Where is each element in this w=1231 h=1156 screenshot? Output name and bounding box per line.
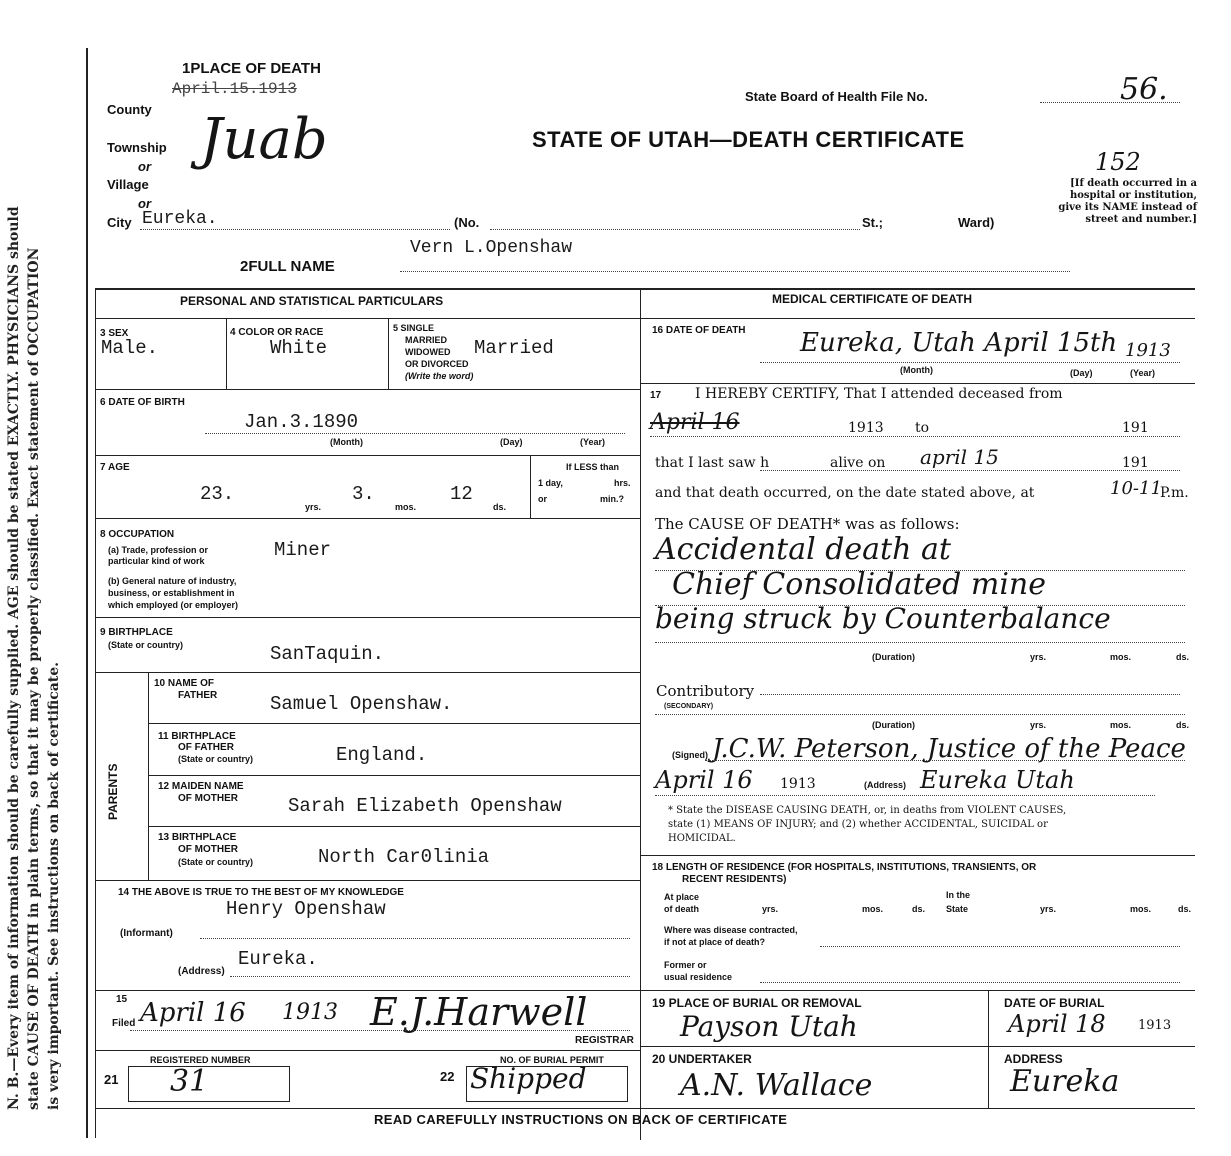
occupation-b-label-1: (b) General nature of industry, — [108, 576, 237, 586]
personal-section-title: PERSONAL AND STATISTICAL PARTICULARS — [180, 294, 444, 308]
cause-of-death-label: The CAUSE OF DEATH* was as follows: — [655, 515, 960, 533]
color-label: 4 COLOR OR RACE — [230, 327, 324, 338]
occupation-a-value: Miner — [274, 539, 332, 561]
dod-month-label: (Month) — [900, 365, 933, 375]
father-birthplace-label-1: 11 BIRTHPLACE — [158, 731, 236, 742]
footer-instructions: READ CAREFULLY INSTRUCTIONS ON BACK OF CERTIFICATE — [374, 1112, 788, 1127]
burial-permit-label: NO. OF BURIAL PERMIT — [500, 1055, 604, 1065]
street-label: St.; — [862, 215, 883, 230]
age-mos-label: mos. — [395, 502, 417, 512]
medical-section-title: MEDICAL CERTIFICATE OF DEATH — [772, 292, 972, 306]
full-name-value: Vern L.Openshaw — [410, 238, 573, 258]
marital-opt-4: OR DIVORCED — [405, 359, 469, 369]
father-label-1: 10 NAME OF — [154, 678, 215, 689]
contributory-duration-label: (Duration) — [872, 720, 915, 730]
informant-address-value: Eureka. — [238, 948, 318, 970]
dob-day-label: (Day) — [500, 437, 523, 447]
file-number-value: 56. — [1120, 72, 1168, 107]
sidebar-line-2: state CAUSE OF DEATH in plain terms, so that it may be properly classified. Exact statement of OCCUPATION — [26, 247, 42, 1110]
burial-place-label: 19 PLACE OF BURIAL OR REMOVAL — [652, 996, 862, 1010]
dob-label: 6 DATE OF BIRTH — [100, 397, 185, 408]
age-months-value: 3. — [352, 483, 375, 505]
undertaker-label: 20 UNDERTAKER — [652, 1052, 752, 1066]
marital-opt-1: 5 SINGLE — [393, 323, 435, 333]
cause-ds-label: ds. — [1176, 652, 1190, 662]
occupation-a-label-1: (a) Trade, profession or — [108, 545, 209, 555]
signed-label: (Signed) — [672, 750, 708, 760]
sidebar-line-1: N. B.—Every item of information should be carefully supplied. AGE should be stated EXACTLY. PHYSICIANS should — [6, 206, 22, 1110]
cause-line-1: Accidental death at — [655, 532, 951, 567]
dod-label: 16 DATE OF DEATH — [652, 325, 746, 336]
at-place-mos: mos. — [862, 904, 884, 914]
certify-text: I HEREBY CERTIFY, That I attended deceased from — [695, 386, 1063, 402]
attended-from-value: April 16 — [650, 410, 740, 435]
village-label: Village — [107, 177, 149, 192]
filed-date-value: April 16 — [140, 998, 246, 1028]
dod-day-label: (Day) — [1070, 368, 1093, 378]
less-day-label: 1 day, — [538, 478, 563, 488]
contributory-yrs-label: yrs. — [1030, 720, 1047, 730]
age-yrs-label: yrs. — [305, 502, 322, 512]
birthplace-label-1: 9 BIRTHPLACE — [100, 627, 173, 638]
secondary-label: (SECONDARY) — [664, 703, 714, 710]
burial-date-value: April 18 — [1008, 1010, 1106, 1038]
mother-birthplace-label-1: 13 BIRTHPLACE — [158, 832, 237, 843]
occupation-b-label-2: business, or establishment in — [108, 588, 235, 598]
at-place-ds: ds. — [912, 904, 926, 914]
signed-date-value: April 16 — [655, 766, 753, 794]
at-place-label-2: of death — [664, 904, 699, 914]
sex-value: Male. — [101, 337, 159, 359]
stamp-date: April.15.1913 — [172, 80, 297, 98]
mother-label-2: OF MOTHER — [178, 793, 238, 804]
undertaker-address-value: Eureka — [1010, 1064, 1120, 1099]
marital-value: Married — [474, 337, 554, 359]
burial-place-value: Payson Utah — [680, 1010, 858, 1043]
physician-address-label: (Address) — [864, 780, 907, 790]
cause-line-2: Chief Consolidated mine — [672, 567, 1047, 602]
full-name-label: 2FULL NAME — [240, 258, 335, 275]
burial-permit-value: Shipped — [470, 1062, 587, 1095]
dod-year-label: (Year) — [1130, 368, 1156, 378]
ward-label: Ward) — [958, 215, 995, 230]
city-label: City — [107, 215, 132, 230]
less-than-label: If LESS than — [566, 462, 620, 472]
former-residence-label-1: Former or — [664, 960, 707, 970]
alive-on-text: alive on — [830, 455, 886, 471]
informant-address-label: (Address) — [178, 966, 225, 977]
form-left-border — [86, 48, 88, 1138]
at-place-yrs: yrs. — [762, 904, 779, 914]
father-name-value: Samuel Openshaw. — [270, 693, 453, 715]
item-15-label: 15 — [116, 994, 128, 1005]
dob-value: Jan.3.1890 — [244, 411, 359, 433]
or-label-1: or — [138, 159, 151, 174]
occupation-b-label-3: which employed (or employer) — [108, 600, 239, 610]
contributory-mos-label: mos. — [1110, 720, 1132, 730]
mother-birthplace-label-3: (State or country) — [178, 857, 254, 867]
residence-label-2: RECENT RESIDENTS) — [682, 874, 787, 885]
age-days-value: 12 — [450, 483, 473, 505]
death-time-pm: P.m. — [1160, 485, 1189, 501]
registered-number-box — [128, 1066, 290, 1102]
attended-to-label: to — [915, 420, 930, 436]
undertaker-address-label: ADDRESS — [1004, 1052, 1063, 1066]
at-place-label-1: At place — [664, 892, 700, 902]
marital-opt-2: MARRIED — [405, 335, 447, 345]
item-21-label: 21 — [104, 1072, 119, 1087]
item-22-label: 22 — [440, 1069, 455, 1084]
cause-duration-label: (Duration) — [872, 652, 915, 662]
registered-number-label: REGISTERED NUMBER — [150, 1055, 251, 1065]
county-label: County — [107, 102, 152, 117]
contributory-label: Contributory — [656, 682, 755, 700]
dod-year-value: 1913 — [1125, 340, 1171, 361]
age-years-value: 23. — [200, 483, 235, 505]
attended-year-to: 191 — [1122, 420, 1149, 436]
father-birthplace-label-2: OF FATHER — [178, 742, 234, 753]
age-label: 7 AGE — [100, 462, 130, 473]
last-saw-year: 191 — [1122, 455, 1149, 471]
file-number-label: State Board of Health File No. — [745, 89, 928, 104]
death-occurred-text: and that death occurred, on the date stated above, at — [655, 485, 1035, 501]
dob-year-label: (Year) — [580, 437, 606, 447]
in-state-label-1: In the — [946, 890, 970, 900]
signed-year-value: 1913 — [780, 776, 816, 792]
in-state-yrs: yrs. — [1040, 904, 1057, 914]
institution-note: [If death occurred in a hospital or institution, give its NAME instead of street and number.] — [1058, 178, 1197, 225]
attended-year-from: 1913 — [848, 420, 884, 436]
less-hrs-label: hrs. — [614, 478, 631, 488]
mother-birthplace-label-2: OF MOTHER — [178, 844, 238, 855]
father-birthplace-label-3: (State or country) — [178, 754, 254, 764]
in-state-label-2: State — [946, 904, 969, 914]
signed-value: J.C.W. Peterson, Justice of the Peace — [712, 734, 1186, 764]
contracted-label-2: if not at place of death? — [664, 937, 766, 947]
birthplace-value: SanTaquin. — [270, 643, 385, 665]
in-state-ds: ds. — [1178, 904, 1192, 914]
township-label: Township — [107, 140, 167, 155]
city-value: Eureka. — [142, 209, 218, 229]
sex-label: 3 SEX — [100, 328, 129, 339]
mother-name-value: Sarah Elizabeth Openshaw — [288, 795, 562, 817]
filed-label: Filed — [112, 1018, 136, 1029]
in-state-mos: mos. — [1130, 904, 1152, 914]
marital-opt-3: WIDOWED — [405, 347, 451, 357]
informant-label: (Informant) — [120, 928, 173, 939]
dod-value: Eureka, Utah April 15th — [800, 328, 1118, 358]
contributory-ds-label: ds. — [1176, 720, 1190, 730]
county-value: Juab — [200, 107, 328, 172]
mother-label-1: 12 MAIDEN NAME — [158, 781, 244, 792]
marital-note: (Write the word) — [405, 371, 474, 381]
registrar-signature: E.J.Harwell — [370, 990, 588, 1034]
cause-mos-label: mos. — [1110, 652, 1132, 662]
certificate-title: STATE OF UTAH—DEATH CERTIFICATE — [532, 127, 965, 152]
registrar-label: REGISTRAR — [575, 1035, 634, 1046]
less-or-label: or — [538, 494, 547, 504]
street-no-label: (No. — [454, 215, 480, 230]
or-label-2: or — [138, 196, 151, 211]
burial-date-label: DATE OF BURIAL — [1004, 996, 1105, 1010]
parents-label: PARENTS — [106, 763, 120, 820]
last-saw-text: that I last saw h — [655, 455, 770, 471]
cause-yrs-label: yrs. — [1030, 652, 1047, 662]
dob-month-label: (Month) — [330, 437, 363, 447]
handwritten-number: 152 — [1095, 148, 1141, 176]
undertaker-value: A.N. Wallace — [680, 1068, 873, 1103]
occupation-a-label-2: particular kind of work — [108, 556, 205, 566]
place-of-death-label: 1PLACE OF DEATH — [182, 60, 321, 77]
color-value: White — [270, 337, 328, 359]
sidebar-line-3: is very important. See instructions on back of certificate. — [46, 661, 62, 1110]
knowledge-label: 14 THE ABOVE IS TRUE TO THE BEST OF MY KNOWLEDGE — [118, 887, 404, 898]
less-min-label: min.? — [600, 494, 624, 504]
physician-address-value: Eureka Utah — [920, 766, 1075, 794]
former-residence-label-2: usual residence — [664, 972, 733, 982]
father-birthplace-value: England. — [336, 744, 428, 766]
footnote-line-2: state (1) MEANS OF INJURY; and (2) whether ACCIDENTAL, SUICIDAL or — [668, 819, 1048, 830]
residence-label-1: 18 LENGTH OF RESIDENCE (FOR HOSPITALS, INSTITUTIONS, TRANSIENTS, OR — [652, 862, 1037, 873]
contracted-label-1: Where was disease contracted, — [664, 925, 798, 935]
death-time-value: 10-11 — [1110, 478, 1162, 499]
occupation-label: 8 OCCUPATION — [100, 529, 175, 540]
burial-year-value: 1913 — [1138, 1018, 1172, 1033]
mother-birthplace-value: North Car0linia — [318, 846, 490, 868]
father-label-2: FATHER — [178, 690, 218, 701]
filed-year-value: 1913 — [282, 1000, 338, 1025]
last-saw-value: april 15 — [920, 445, 999, 469]
cause-line-3: being struck by Counterbalance — [655, 602, 1111, 635]
footnote-line-1: * State the DISEASE CAUSING DEATH, or, in deaths from VIOLENT CAUSES, — [668, 805, 1067, 816]
item-17-label: 17 — [650, 390, 662, 401]
age-ds-label: ds. — [493, 502, 507, 512]
informant-value: Henry Openshaw — [226, 898, 386, 920]
birthplace-label-2: (State or country) — [108, 640, 184, 650]
registered-number-value: 31 — [170, 1064, 209, 1099]
footnote-line-3: HOMICIDAL. — [668, 833, 736, 844]
